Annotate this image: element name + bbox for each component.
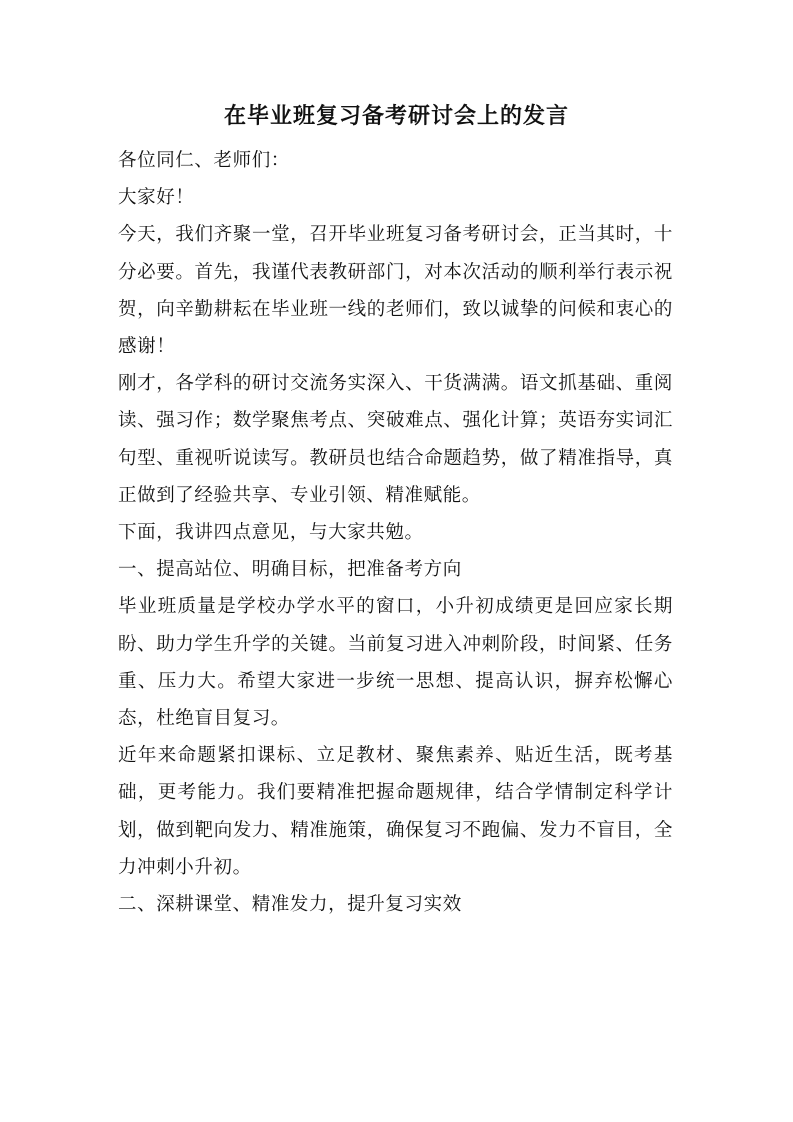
paragraph-transition: 下面，我讲四点意见，与大家共勉。 <box>118 522 424 544</box>
document-title: 在毕业班复习备考研讨会上的发言 <box>223 103 569 129</box>
document-body <box>118 142 673 923</box>
paragraph-section-1a: 毕业班质量是学校办学水平的窗口，小升初成绩更是回应家长期盼、助力学生升学的关键。当前复习进入冲刺阶段，时间紧、任务重、压力大。希望大家进一步统一思想、提高认识，摒弃松懈心态，杜绝盲目复习。 <box>118 596 673 730</box>
paragraph-opening: 今天，我们齐聚一堂，召开毕业班复习备考研讨会，正当其时，十分必要。首先，我谨代表教研部门，对本次活动的顺利举行表示祝贺，向辛勤耕耘在毕业班一线的老师们，致以诚挚的问候和衷心的感谢！ <box>118 224 673 358</box>
section-heading-2: 二、深耕课堂、精准发力，提升复习实效 <box>118 894 462 916</box>
greeting: 大家好！ <box>118 187 195 209</box>
paragraph-section-1b: 近年来命题紧扣课标、立足教材、聚焦素养、贴近生活，既考基础，更考能力。我们要精准把握命题规律，结合学情制定科学计划，做到靶向发力、精准施策，确保复习不跑偏、发力不盲目，全力冲刺小升初。 <box>118 745 673 878</box>
paragraph-review: 刚才，各学科的研讨交流务实深入、干货满满。语文抓基础、重阅读、强习作；数学聚焦考点、突破难点、强化计算；英语夯实词汇句型、重视听说读写。教研员也结合命题趋势，做了精准指导，真正做到了经验共享、专业引领、精准赋能。 <box>118 373 673 506</box>
section-heading-1: 一、提高站位、明确目标，把准备考方向 <box>118 559 462 581</box>
salutation: 各位同仁、老师们： <box>118 150 290 171</box>
